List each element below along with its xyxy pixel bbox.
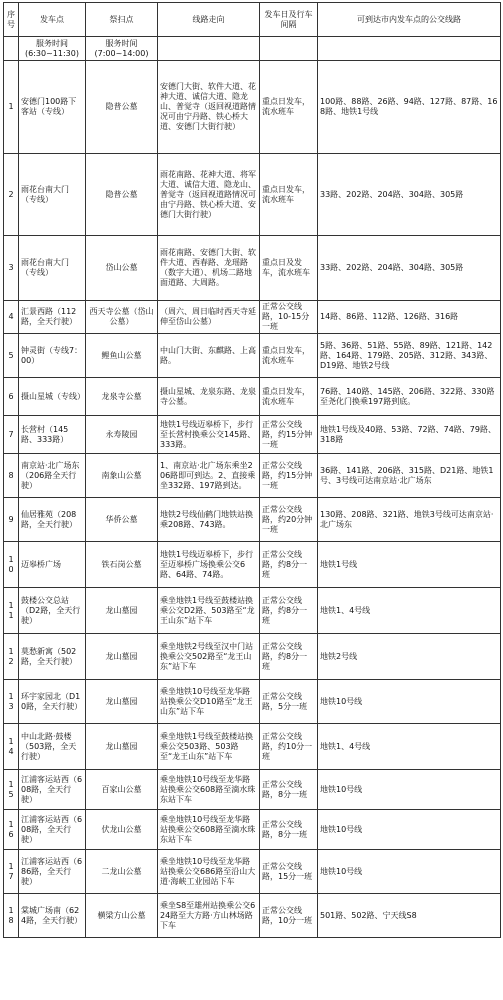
table-row (4, 894, 501, 938)
departure-point: 江浦客运站西（608路，全天行驶） (19, 810, 86, 850)
departure-point: 仙居雅苑（208路，全天行驶） (19, 498, 86, 542)
schedule-interval: 正常公交线路，10-15分一班 (260, 301, 318, 334)
cemetery-site: 华侨公墓 (86, 498, 158, 542)
bus-route-table (3, 2, 501, 938)
schedule-interval: 正常公交线路，约10分一班 (260, 724, 318, 770)
table-row (4, 154, 501, 236)
table-row (4, 588, 501, 634)
row-number: 1 (4, 61, 19, 154)
departure-point: 莫愁新寓（502路，全天行驶） (19, 634, 86, 680)
cemetery-site: 龙山墓园 (86, 724, 158, 770)
departure-point: 雨花台南大门（专线） (19, 236, 86, 301)
row-number: 17 (4, 850, 19, 894)
transit-schedule-document (3, 2, 501, 938)
header-site: 祭扫点 (86, 3, 158, 37)
connecting-lines: 地铁1、4号线 (318, 724, 501, 770)
connecting-lines: 地铁10号线 (318, 810, 501, 850)
header-schedule: 发车日及行车间隔 (260, 3, 318, 37)
connecting-lines: 130路、208路、321路、地铁3号线可达南京站·北广场东 (318, 498, 501, 542)
table-row (4, 724, 501, 770)
departure-point: 钟灵街（专线7：00） (19, 334, 86, 378)
departure-point: 鼓楼公交总站（D2路，全天行驶） (19, 588, 86, 634)
connecting-lines: 100路、88路、26路、94路、127路、87路、168路、地铁1号线 (318, 61, 501, 154)
schedule-interval: 正常公交线路，约15分钟一班 (260, 416, 318, 454)
connecting-lines: 地铁10号线 (318, 770, 501, 810)
connecting-lines: 地铁2号线 (318, 634, 501, 680)
row-number: 10 (4, 542, 19, 588)
departure-point: 棠城广场南（624路，全天行驶） (19, 894, 86, 938)
schedule-interval: 正常公交线路，5分一班 (260, 680, 318, 724)
table-row (4, 378, 501, 416)
route-direction: 地铁1号线迈皋桥下，步行至迈皋桥广场换乘公交6路、64路、74路。 (158, 542, 260, 588)
departure-point: 摄山星城（专线） (19, 378, 86, 416)
table-row (4, 61, 501, 154)
schedule-interval: 正常公交线路，约8分一班 (260, 542, 318, 588)
header-route: 线路走向 (158, 3, 260, 37)
table-row (4, 770, 501, 810)
connecting-lines: 33路、202路、204路、304路、305路 (318, 154, 501, 236)
table-row (4, 498, 501, 542)
table-row (4, 850, 501, 894)
route-direction: 中山门大街、东麒路、上高路。 (158, 334, 260, 378)
row-number: 13 (4, 680, 19, 724)
route-direction: 乘坐地铁2号线至汉中门站换乘公交502路至“龙王山东”站下车 (158, 634, 260, 680)
schedule-interval: 正常公交线路，约20分钟一班 (260, 498, 318, 542)
schedule-interval: 重点日发车，流水班车 (260, 378, 318, 416)
route-direction: 乘坐S8至雄州站换乘公交624路至大方路·方山林场路下车 (158, 894, 260, 938)
schedule-interval: 正常公交线路，10分一班 (260, 894, 318, 938)
cemetery-site: 南象山公墓 (86, 454, 158, 498)
header-lines: 可到达市内发车点的公交线路 (318, 3, 501, 37)
schedule-interval: 重点日及发车，流水班车 (260, 236, 318, 301)
row-number: 7 (4, 416, 19, 454)
route-direction: 乘坐地铁10号线至龙华路站换乘公交686路至沿山大道·海峡工业园站下车 (158, 850, 260, 894)
departure-point: 安德门100路下客站（专线） (19, 61, 86, 154)
table-row (4, 334, 501, 378)
connecting-lines: 5路、36路、51路、55路、89路、121路、142路、164路、179路、205路、312路、343路、D19路、地铁2号线 (318, 334, 501, 378)
route-direction: 雨花南路、安德门大街、软件大道、西春路、龙瑶路（数字大道）、机场二路地面道路、大周路。 (158, 236, 260, 301)
connecting-lines: 地铁1号线及40路、53路、72路、74路、79路、318路 (318, 416, 501, 454)
connecting-lines: 14路、86路、112路、126路、316路 (318, 301, 501, 334)
schedule-interval: 正常公交线路，15分一班 (260, 850, 318, 894)
row-number: 4 (4, 301, 19, 334)
route-direction: 1、南京站·北广场东乘坐206路即可到达。2、直接乘坐332路、197路到达。 (158, 454, 260, 498)
departure-point: 雨花台南大门（专线） (19, 154, 86, 236)
departure-point: 迈皋桥广场 (19, 542, 86, 588)
row-number: 15 (4, 770, 19, 810)
cemetery-site: 西天寺公墓（岱山公墓） (86, 301, 158, 334)
route-direction: 安德门大街、软件大道、花神大道、诚信大道、隐龙山、普觉寺（返回视道路情况可由宁丹路、铁心桥大道、安德门大街行驶） (158, 61, 260, 154)
cemetery-site: 龙山墓园 (86, 588, 158, 634)
connecting-lines: 地铁10号线 (318, 850, 501, 894)
route-direction: 地铁1号线迈皋桥下，步行至长营村换乘公交145路、333路。 (158, 416, 260, 454)
row-number: 9 (4, 498, 19, 542)
cemetery-site: 百家山公墓 (86, 770, 158, 810)
table-row (4, 454, 501, 498)
row-number: 16 (4, 810, 19, 850)
schedule-interval: 重点日发车，流水班车 (260, 61, 318, 154)
route-direction: 乘坐地铁10号线至龙华路站换乘公交D10路至“龙王山东”站下车 (158, 680, 260, 724)
route-direction: 摄山星城、龙泉东路、龙泉寺公墓。 (158, 378, 260, 416)
table-row (4, 416, 501, 454)
table-row (4, 236, 501, 301)
table-row (4, 810, 501, 850)
schedule-interval: 正常公交线路，约15分钟一班 (260, 454, 318, 498)
schedule-interval: 重点日发车，流水班车 (260, 154, 318, 236)
connecting-lines: 33路、202路、204路、304路、305路 (318, 236, 501, 301)
departure-point: 江浦客运站西（686路，全天行驶） (19, 850, 86, 894)
row-number: 11 (4, 588, 19, 634)
connecting-lines: 501路、502路、宁天线S8 (318, 894, 501, 938)
cemetery-site: 龙山墓园 (86, 680, 158, 724)
cemetery-site: 二龙山公墓 (86, 850, 158, 894)
schedule-interval: 正常公交线路，约8分一班 (260, 634, 318, 680)
row-number: 6 (4, 378, 19, 416)
cemetery-site: 永寿陵园 (86, 416, 158, 454)
row-number: 3 (4, 236, 19, 301)
cemetery-site: 龙山墓园 (86, 634, 158, 680)
table-row (4, 634, 501, 680)
service-time-start: 服务时间 (6:30~11:30) (19, 37, 86, 61)
row-number: 18 (4, 894, 19, 938)
table-row (4, 680, 501, 724)
schedule-interval: 重点日发车，流水班车 (260, 334, 318, 378)
connecting-lines: 地铁1、4号线 (318, 588, 501, 634)
cemetery-site: 隐普公墓 (86, 61, 158, 154)
connecting-lines: 76路、140路、145路、206路、322路、330路至尧化门换乘197路到底。 (318, 378, 501, 416)
departure-point: 长营村（145路、333路） (19, 416, 86, 454)
table-header-row (4, 3, 501, 37)
table-row (4, 542, 501, 588)
route-direction: 乘坐地铁1号线至鼓楼站换乘公交D2路、503路至“龙王山东”站下车 (158, 588, 260, 634)
service-time-row (4, 37, 501, 61)
cemetery-site: 岱山公墓 (86, 236, 158, 301)
cemetery-site: 横梁方山公墓 (86, 894, 158, 938)
row-number: 5 (4, 334, 19, 378)
departure-point: 环宇家园北（D10路，全天行驶） (19, 680, 86, 724)
row-number: 14 (4, 724, 19, 770)
departure-point: 汇景西路（112路，全天行驶） (19, 301, 86, 334)
cemetery-site: 鲤鱼山公墓 (86, 334, 158, 378)
connecting-lines: 地铁1号线 (318, 542, 501, 588)
header-start: 发车点 (19, 3, 86, 37)
row-number: 8 (4, 454, 19, 498)
cemetery-site: 隐普公墓 (86, 154, 158, 236)
cemetery-site: 铁石岗公墓 (86, 542, 158, 588)
schedule-interval: 正常公交线路，8分一班 (260, 810, 318, 850)
departure-point: 南京站·北广场东（206路全天行驶） (19, 454, 86, 498)
connecting-lines: 36路、141路、206路、315路、D21路、地铁1号、3号线可达南京站·北广场东 (318, 454, 501, 498)
route-direction: 地铁2号线仙鹤门地铁站换乘208路、743路。 (158, 498, 260, 542)
row-number: 2 (4, 154, 19, 236)
row-number: 12 (4, 634, 19, 680)
route-direction: 乘坐地铁10号线至龙华路站换乘公交608路至滴水珠东站下车 (158, 810, 260, 850)
connecting-lines: 地铁10号线 (318, 680, 501, 724)
route-direction: 乘坐地铁1号线至鼓楼站换乘公交503路、503路至“龙王山东”站下车 (158, 724, 260, 770)
cemetery-site: 龙泉寺公墓 (86, 378, 158, 416)
route-direction: 乘坐地铁10号线至龙华路站换乘公交608路至滴水珠东站下车 (158, 770, 260, 810)
route-direction: （周六、周日临时西天寺延伸至岱山公墓） (158, 301, 260, 334)
schedule-interval: 正常公交线路，8分一班 (260, 770, 318, 810)
service-time-site: 服务时间 (7:00~14:00) (86, 37, 158, 61)
route-direction: 雨花南路、花神大道、将军大道、诚信大道、隐龙山、普觉寺（返回视道路情况可由宁丹路、铁心桥大道、安德门大街行驶） (158, 154, 260, 236)
schedule-interval: 正常公交线路，约8分一班 (260, 588, 318, 634)
cemetery-site: 伏龙山公墓 (86, 810, 158, 850)
table-row (4, 301, 501, 334)
header-no: 序号 (4, 3, 19, 37)
departure-point: 江浦客运站西（608路，全天行驶） (19, 770, 86, 810)
departure-point: 中山北路·鼓楼（503路，全天行驶） (19, 724, 86, 770)
